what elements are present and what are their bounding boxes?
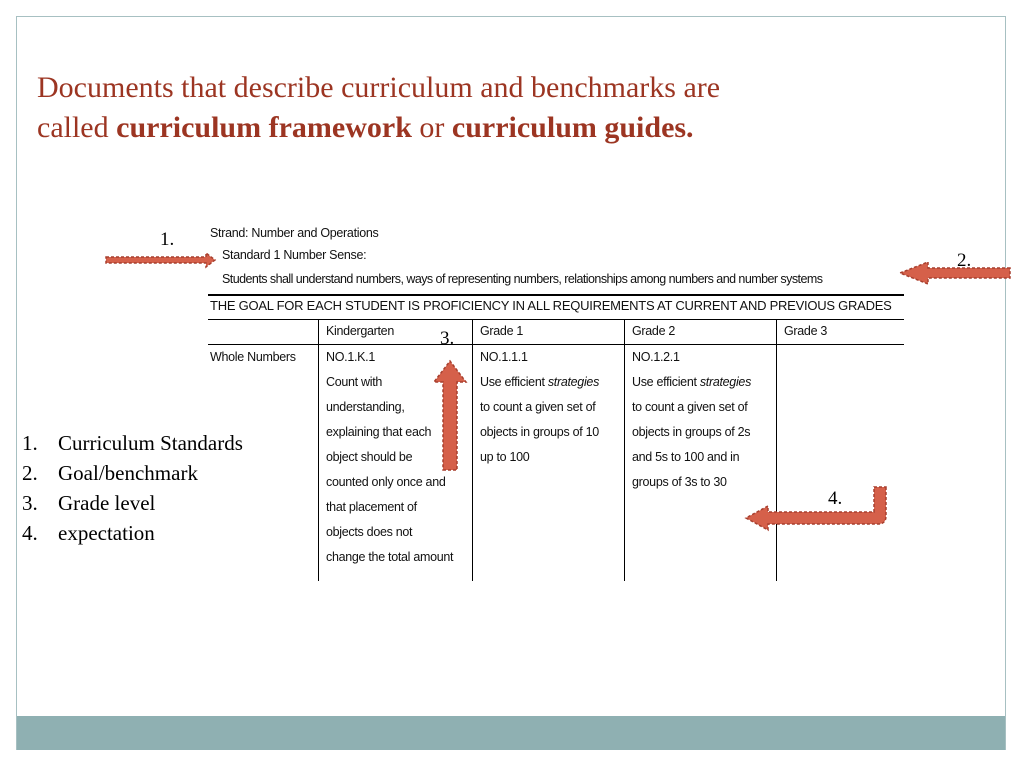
marker-3: 3. — [440, 328, 455, 349]
header-grade-1: Grade 1 — [480, 324, 524, 338]
title-line-2-prefix: called — [37, 111, 117, 144]
legend-label: Goal/benchmark — [58, 461, 198, 485]
legend-label: Grade level — [58, 491, 156, 515]
g1-use: Use efficient — [480, 375, 548, 389]
marker-2: 2. — [957, 250, 972, 271]
k-line: understanding, — [326, 400, 405, 414]
k-line: NO.1.K.1 — [326, 350, 376, 364]
k-line: counted only once and — [326, 475, 446, 489]
row-label-whole-numbers: Whole Numbers — [210, 350, 296, 364]
k-line: that placement of — [326, 500, 417, 514]
legend-label: Curriculum Standards — [58, 431, 243, 455]
header-grade-2: Grade 2 — [632, 324, 676, 338]
g2-line: groups of 3s to 30 — [632, 475, 727, 489]
arrow-right-icon — [106, 253, 215, 267]
g2-line: and 5s to 100 and in — [632, 450, 740, 464]
strand-line: Strand: Number and Operations — [210, 226, 379, 240]
title-line-1: Documents that describe curriculum and benchmarks are — [37, 71, 721, 104]
k-line: explaining that each — [326, 425, 432, 439]
legend-number: 4. — [22, 521, 38, 545]
title-bold-guides: curriculum guides. — [451, 111, 694, 144]
legend-item — [22, 428, 243, 458]
legend-item — [22, 458, 243, 488]
k-line: object should be — [326, 450, 413, 464]
arrow-up-icon — [434, 361, 466, 470]
goal-statement: THE GOAL FOR EACH STUDENT IS PROFICIENCY IN ALL REQUIREMENTS AT CURRENT AND PREVIOUS GRADES — [210, 298, 892, 313]
g2-code: NO.1.2.1 — [632, 350, 680, 364]
g2-use: Use efficient — [632, 375, 700, 389]
g2-line: objects in groups of 2s — [632, 425, 751, 439]
legend-number: 1. — [22, 431, 38, 455]
g1-line: to count a given set of — [480, 400, 596, 414]
legend-label: expectation — [58, 521, 155, 545]
header-kindergarten: Kindergarten — [326, 324, 394, 338]
bent-arrow-left-icon — [746, 487, 886, 530]
legend-list — [22, 428, 243, 548]
standard-line: Standard 1 Number Sense: — [222, 248, 367, 262]
arrow-left-icon — [900, 262, 1010, 284]
k-line: Count with — [326, 375, 383, 389]
legend-number: 2. — [22, 461, 38, 485]
standard-statement: Students shall understand numbers, ways of representing numbers, relationships among numbers and number systems — [222, 272, 823, 286]
legend-number: 3. — [22, 491, 38, 515]
g1-strategies: strategies — [547, 375, 600, 389]
g1-code: NO.1.1.1 — [480, 350, 528, 364]
k-line: change the total amount — [326, 550, 454, 564]
legend-item — [22, 488, 243, 518]
title-bold-framework: curriculum framework — [116, 111, 412, 144]
g1-line: up to 100 — [480, 450, 530, 464]
header-grade-3: Grade 3 — [784, 324, 828, 338]
g1-line: objects in groups of 10 — [480, 425, 599, 439]
g2-strategies: strategies — [699, 375, 752, 389]
marker-4: 4. — [828, 488, 843, 509]
title-mid: or — [411, 111, 452, 144]
k-line: objects does not — [326, 525, 413, 539]
legend-item — [22, 518, 243, 548]
g2-line: to count a given set of — [632, 400, 748, 414]
marker-1: 1. — [160, 229, 175, 250]
